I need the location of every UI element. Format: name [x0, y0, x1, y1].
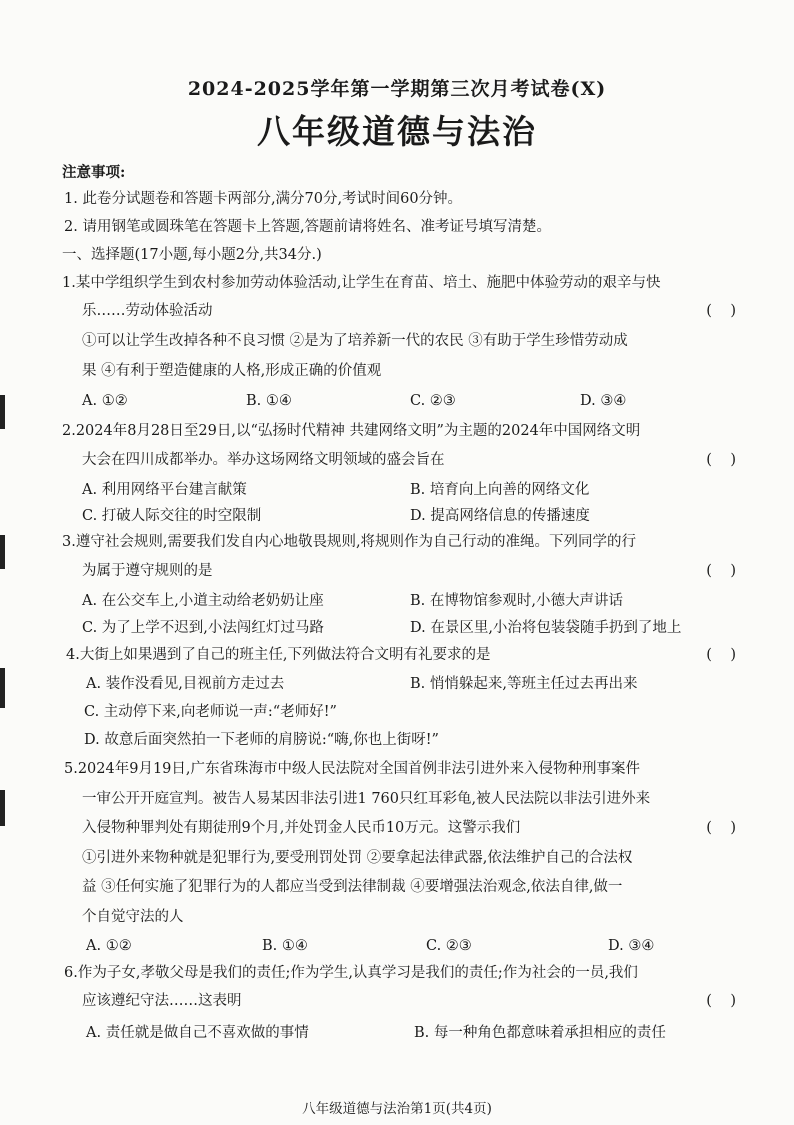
- option-b: B. ①④: [262, 938, 308, 954]
- option-d: D. ③④: [608, 938, 655, 954]
- option-b: B. 在博物馆参观时,小德大声讲话: [410, 593, 623, 609]
- answer-parenthesis: ( ): [706, 563, 736, 579]
- binding-edge-mark: [0, 790, 5, 826]
- page-footer: 八年级道德与法治第1页(共4页): [302, 1101, 492, 1117]
- option-c: C. ②③: [410, 393, 456, 409]
- answer-parenthesis: ( ): [706, 303, 736, 319]
- question-statement: 果 ④有利于塑造健康的人格,形成正确的价值观: [82, 363, 382, 379]
- option-c: C. 打破人际交往的时空限制: [82, 508, 262, 524]
- option-d: D. ③④: [580, 393, 627, 409]
- option-b: B. 悄悄躲起来,等班主任过去再出来: [410, 676, 638, 692]
- notice-heading: 注意事项:: [62, 164, 126, 181]
- question-text: 乐……劳动体验活动: [82, 303, 213, 319]
- question-text: 为属于遵守规则的是: [82, 563, 213, 579]
- section-title: 一、选择题(17小题,每小题2分,共34分.): [62, 247, 322, 263]
- option-a: A. 在公交车上,小道主动给老奶奶让座: [82, 593, 324, 609]
- option-a: A. 利用网络平台建言献策: [82, 482, 247, 498]
- option-c: C. 为了上学不迟到,小法闯红灯过马路: [82, 620, 324, 636]
- question-statement: 个自觉守法的人: [82, 909, 184, 925]
- option-d: D. 提高网络信息的传播速度: [410, 508, 590, 524]
- option-b: B. 培育向上向善的网络文化: [410, 482, 590, 498]
- option-b: B. 每一种角色都意味着承担相应的责任: [414, 1025, 666, 1041]
- option-c: C. ②③: [426, 938, 472, 954]
- question-text: 大会在四川成都举办。举办这场网络文明领域的盛会旨在: [82, 452, 445, 468]
- notice-item: 1. 此卷分试题卷和答题卡两部分,满分70分,考试时间60分钟。: [64, 191, 463, 207]
- option-a: A. ①②: [82, 393, 128, 409]
- notice-item: 2. 请用钢笔或圆珠笔在答题卡上答题,答题前请将姓名、准考证号填写清楚。: [64, 219, 552, 235]
- question-text: 应该遵纪守法……这表明: [82, 993, 242, 1009]
- binding-edge-mark: [0, 535, 5, 569]
- question-text: 3.遵守社会规则,需要我们发自内心地敬畏规则,将规则作为自己行动的准绳。下列同学的行: [62, 534, 637, 550]
- binding-edge-mark: [0, 668, 5, 708]
- option-a: A. 责任就是做自己不喜欢做的事情: [86, 1025, 309, 1041]
- exam-title: 2024-2025学年第一学期第三次月考试卷(X): [187, 78, 607, 100]
- answer-parenthesis: ( ): [706, 452, 736, 468]
- subject-title: 八年级道德与法治: [257, 112, 537, 151]
- option-d: D. 在景区里,小治将包装袋随手扔到了地上: [410, 620, 682, 636]
- option-d: D. 故意后面突然拍一下老师的肩膀说:“嗨,你也上街呀!”: [84, 732, 439, 748]
- binding-edge-mark: [0, 395, 5, 429]
- answer-parenthesis: ( ): [706, 820, 736, 836]
- option-a: A. ①②: [86, 938, 132, 954]
- question-statement: ①引进外来物种就是犯罪行为,要受刑罚处罚 ②要拿起法律武器,依法维护自己的合法权: [82, 850, 633, 866]
- question-statement: 益 ③任何实施了犯罪行为的人都应当受到法律制裁 ④要增强法治观念,依法自律,做一: [82, 879, 623, 895]
- question-statement: ①可以让学生改掉各种不良习惯 ②是为了培养新一代的农民 ③有助于学生珍惜劳动成: [82, 333, 628, 349]
- answer-parenthesis: ( ): [706, 993, 736, 1009]
- question-text: 一审公开开庭宣判。被告人易某因非法引进1 760只红耳彩龟,被人民法院以非法引进外来: [82, 791, 651, 807]
- answer-parenthesis: ( ): [706, 647, 736, 663]
- question-text: 6.作为子女,孝敬父母是我们的责任;作为学生,认真学习是我们的责任;作为社会的一员,我们: [64, 965, 638, 981]
- option-b: B. ①④: [246, 393, 292, 409]
- question-text: 1.某中学组织学生到农村参加劳动体验活动,让学生在育苗、培土、施肥中体验劳动的艰辛与快: [62, 275, 661, 291]
- option-a: A. 装作没看见,目视前方走过去: [86, 676, 285, 692]
- question-text: 5.2024年9月19日,广东省珠海市中级人民法院对全国首例非法引进外来入侵物种刑事案件: [64, 761, 641, 777]
- option-c: C. 主动停下来,向老师说一声:“老师好!”: [84, 704, 337, 720]
- question-text: 4.大街上如果遇到了自己的班主任,下列做法符合文明有礼要求的是: [66, 647, 491, 663]
- question-text: 入侵物种罪判处有期徒刑9个月,并处罚金人民币10万元。这警示我们: [82, 820, 521, 836]
- question-text: 2.2024年8月28日至29日,以“弘扬时代精神 共建网络文明”为主题的2024年中国网络文明: [62, 423, 641, 439]
